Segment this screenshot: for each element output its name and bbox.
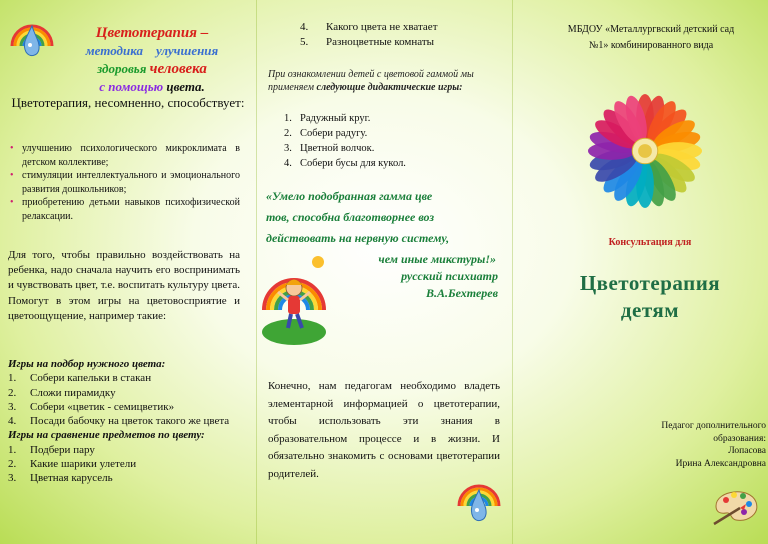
- list-item: [300, 35, 438, 50]
- intro-bold: следующие дидактические игры:: [316, 82, 463, 93]
- list-item: [300, 20, 438, 35]
- list-item: [284, 111, 406, 126]
- item-number: 3.: [284, 143, 292, 154]
- games-heading: Игры на подбор нужного цвета:: [8, 358, 166, 370]
- list-item: [8, 443, 240, 457]
- list-item: • стимуляции интеллектуального и эмоционального развития дошкольников;: [8, 169, 240, 196]
- item-text: Собери радугу.: [300, 128, 368, 139]
- quote-author: [360, 268, 498, 302]
- games-heading: Игры на сравнение предметов по цвету:: [8, 429, 205, 442]
- title-line: с помощью: [99, 79, 164, 94]
- list-item: [8, 400, 240, 414]
- conclusion-paragraph: Конечно, нам педагогам необходимо владеть элементарной информацией о цветотерапии, чтобы использовать эти знания в образовательном процессе и в жизни. И обязательно знакомить с основами цветотерапии родителей.: [268, 380, 500, 480]
- benefits-list: [8, 142, 240, 223]
- item-text: Собери бусы для кукол.: [300, 158, 406, 169]
- culture-paragraph: Для того, чтобы правильно воздействовать на ребенка, надо сначала научить его воспринимать и чувствовать цвет, т.е. воспитать культуру цвета. Помогут в этом игры на цветовосприятие и цветоощущение, например такие:: [8, 249, 241, 322]
- organization-name: [546, 22, 756, 54]
- org-line: МБДОУ «Металлургвский детский сад: [567, 24, 735, 35]
- fold-line-left: [256, 0, 257, 544]
- title-line: Цветотерапия: [579, 271, 721, 295]
- item-number: 4.: [284, 158, 292, 169]
- item-text: Радужный круг.: [300, 113, 371, 124]
- item-number: 3.: [8, 472, 17, 485]
- title-line: детям: [620, 298, 680, 322]
- brochure-title: [545, 270, 755, 324]
- item-text: Разноцветные комнаты: [326, 36, 435, 48]
- didactic-intro: [268, 68, 500, 94]
- item-number: 5.: [300, 36, 309, 48]
- title-word: Цветотерапия: [95, 25, 197, 41]
- list-item: [8, 414, 240, 428]
- paint-palette-icon: [710, 478, 762, 528]
- credit-line: Ирина Александровна: [675, 458, 766, 469]
- item-number: 4.: [300, 21, 309, 33]
- quote-line: действовать на нервную систему,: [266, 231, 450, 245]
- list-item: [284, 141, 406, 156]
- org-line: №1» комбинированного вида: [588, 40, 714, 51]
- fold-line-right: [512, 0, 513, 544]
- title-line: методика: [85, 43, 143, 58]
- credit-line: Лопасова: [728, 446, 766, 456]
- quote-line: «Умело подобранная гамма цве: [266, 189, 433, 203]
- rainbow-flower-icon: [586, 92, 704, 210]
- item-text: Посади бабочку на цветок такого же цвета: [30, 415, 230, 428]
- credit-line: Педагог дополнительного: [661, 421, 766, 431]
- item-number: 2.: [8, 386, 17, 399]
- item-number: 1.: [8, 443, 17, 456]
- quote-line: тов, способна благотворнее воз: [266, 210, 435, 224]
- rainbow-drop-logo-icon: [8, 12, 58, 62]
- item-text: Подбери пару: [30, 443, 95, 456]
- title-line: улучшения: [155, 43, 219, 58]
- intro-title: [62, 24, 242, 96]
- list-item: [284, 156, 406, 171]
- child-rainbow-illustration-icon: [260, 252, 328, 348]
- item-text: Какого цвета не хватает: [326, 21, 438, 33]
- item-number: 1.: [8, 372, 17, 385]
- item-text: Собери капельки в стакан: [30, 372, 152, 385]
- title-line: цвета.: [166, 79, 205, 94]
- title-line: человека: [149, 61, 207, 77]
- item-text: Собери «цветик - семицветик»: [30, 400, 175, 413]
- list-item: [8, 471, 240, 485]
- didactic-games-list: [284, 111, 406, 171]
- list-item: • приобретению детьми навыков психофизической релаксации.: [8, 196, 240, 223]
- consultation-label: Консультация для: [608, 237, 692, 248]
- item-number: 4.: [8, 415, 17, 428]
- list-item: [8, 386, 240, 400]
- item-number: 2.: [8, 458, 17, 471]
- list-item: [8, 371, 240, 385]
- title-line: здоровья: [97, 61, 147, 76]
- item-text: Какие шарики улетели: [30, 458, 137, 471]
- item-number: 2.: [284, 128, 292, 139]
- quote-line: чем иные микстуры!»: [378, 252, 496, 266]
- intro-plain: При ознакомлении детей с цветовой гаммой мы применяем: [268, 69, 474, 93]
- games-section: [8, 357, 240, 486]
- list-item: [284, 126, 406, 141]
- author-title: русский психиатр: [401, 269, 498, 283]
- rainbow-drop-logo-icon: [456, 476, 502, 526]
- item-number: 3.: [8, 400, 17, 413]
- author-credit: [620, 420, 766, 470]
- list-item: [8, 457, 240, 471]
- item-text: Цветная карусель: [30, 472, 113, 485]
- title-dash: –: [196, 25, 209, 41]
- item-number: 1.: [284, 113, 292, 124]
- credit-line: образования:: [713, 433, 766, 444]
- item-text: Сложи пирамидку: [30, 386, 116, 399]
- item-text: Цветной волчок.: [300, 143, 375, 154]
- list-item: • улучшению психологического микроклимата в детском коллективе;: [8, 142, 240, 169]
- intro-text: Цветотерапия, несомненно, способствует:: [11, 95, 245, 110]
- continued-games-list: [300, 20, 438, 50]
- author-name: В.А.Бехтерев: [426, 286, 498, 300]
